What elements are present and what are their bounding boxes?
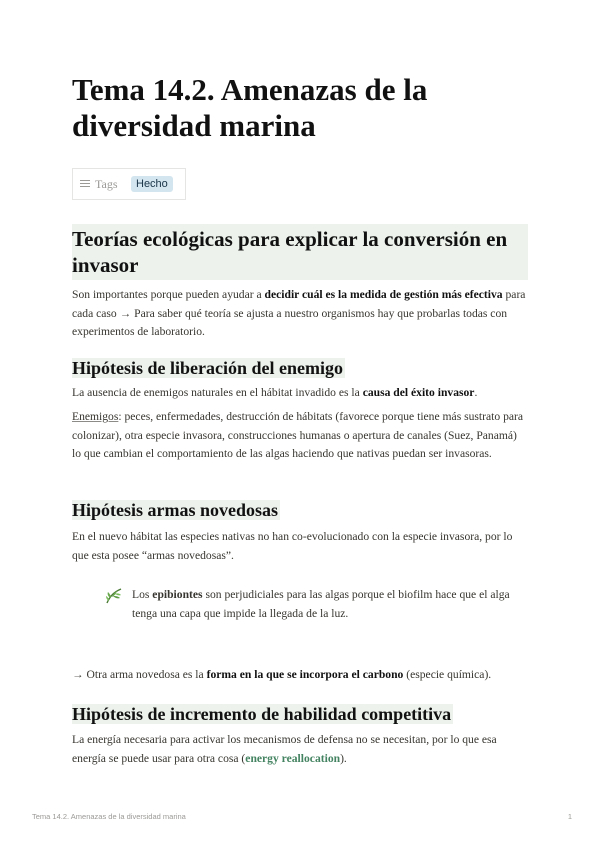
heading-enemy-release: Hipótesis de liberación del enemigo [72,358,343,378]
paragraph-weapons-2: → Otra arma novedosa es la forma en la que se incorpora el carbono (especie química). [72,668,492,681]
list-icon [80,180,90,188]
callout-text: Los epibiontes son perjudiciales para las algas porque el biofilm hace que el alga tenga una capa que impide la llegada de la luz. [132,588,510,620]
callout [94,586,528,642]
paragraph-weapons-1: En el nuevo hábitat las especies nativas no han co-evolucionado con la especie invasora, por lo que esta posee “armas novedosas”. [72,530,513,562]
tags-label: Tags [95,176,118,191]
heading-competitive-ability: Hipótesis de incremento de habilidad competitiva [72,704,452,724]
leaf-icon [104,586,130,642]
tags-property[interactable] [72,168,186,200]
paragraph-competitive: La energía necesaria para activar los mecanismos de defensa no se necesitan, por lo que esa energía se puede usar para otra cosa (energy reallocation). [72,733,497,765]
page-title: Tema 14.2. Amenazas de la diversidad marina [72,72,428,143]
page-number: 1 [567,812,572,821]
paragraph-enemy-2: Enemigos: peces, enfermedades, destrucción de hábitats (favorece porque tiene más sustrato para colonizar), otra especie invasora, construcciones humanas o apertura de canales (Suez, Panamá) lo que cambian el comportamiento de las algas haciendo que nativas puedan ser invasoras. [72,410,524,460]
page-footer [32,812,572,821]
paragraph-enemy-1: La ausencia de enemigos naturales en el hábitat invadido es la causa del éxito invasor. [72,386,478,399]
footer-title: Tema 14.2. Amenazas de la diversidad marina [32,812,186,821]
paragraph-intro: Son importantes porque pueden ayudar a decidir cuál es la medida de gestión más efectiva para cada caso → Para saber qué teoría se ajusta a nuestro organismos hay que probarlas todas con experimentos de laboratorio. [72,288,526,338]
heading-novel-weapons: Hipótesis armas novedosas [72,500,279,520]
tag-badge[interactable]: Hecho [131,176,173,192]
section-heading-theories: Teorías ecológicas para explicar la conversión en invasor [72,224,528,280]
